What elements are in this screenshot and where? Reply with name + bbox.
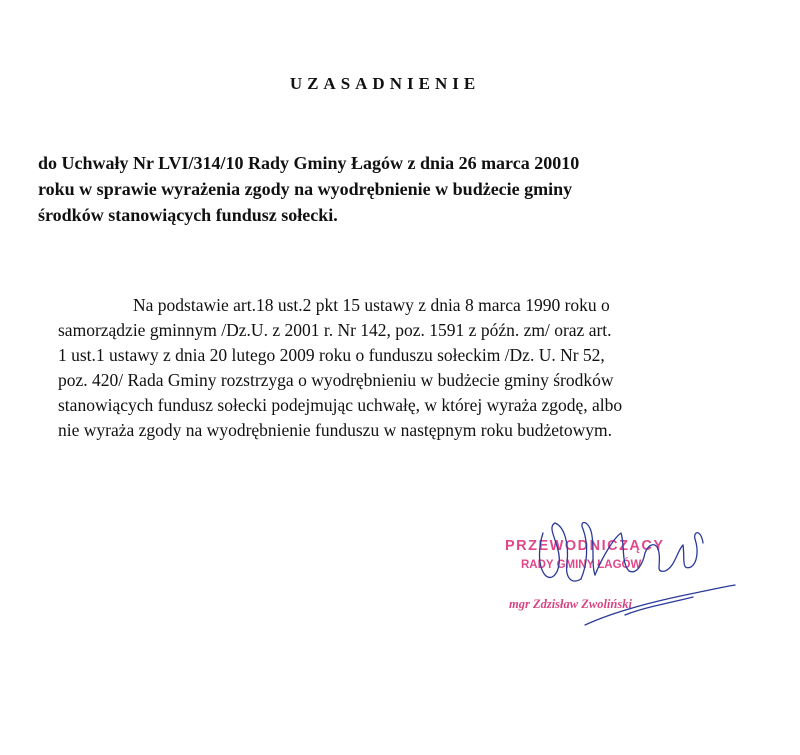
body-line: stanowiących fundusz sołecki podejmując uchwałę, w której wyraża zgodę, albo (58, 395, 623, 415)
body-line: samorządzie gminnym /Dz.U. z 2001 r. Nr 142, poz. 1591 z późn. zm/ oraz art. (58, 320, 612, 340)
subject-line: środków stanowiących fundusz sołecki. (38, 205, 338, 225)
body-line: poz. 420/ Rada Gminy rozstrzyga o wyodrębnieniu w budżecie gminy środków (58, 370, 614, 390)
body-line: 1 ust.1 ustawy z dnia 20 lutego 2009 roku o funduszu sołeckim /Dz. U. Nr 52, (58, 345, 605, 365)
stamp-title: PRZEWODNICZĄCY (505, 538, 665, 554)
stamp-name: mgr Zdzisław Zwoliński (509, 597, 632, 611)
body-line: nie wyraża zgody na wyodrębnienie funduszu w następnym roku budżetowym. (58, 420, 613, 440)
document-title: UZASADNIENIE (289, 74, 481, 93)
subject-line: do Uchwały Nr LVI/314/10 Rady Gminy Łagów z dnia 26 marca 20010 (38, 153, 580, 173)
official-stamp (505, 535, 735, 635)
document-body (58, 293, 758, 443)
stamp-institution: RADY GMINY ŁAGÓW (521, 559, 642, 571)
subject-line: roku w sprawie wyrażenia zgody na wyodrębnienie w budżecie gminy (38, 179, 573, 199)
body-line: Na podstawie art.18 ust.2 pkt 15 ustawy z dnia 8 marca 1990 roku o (133, 295, 610, 315)
document-subject (38, 150, 738, 228)
